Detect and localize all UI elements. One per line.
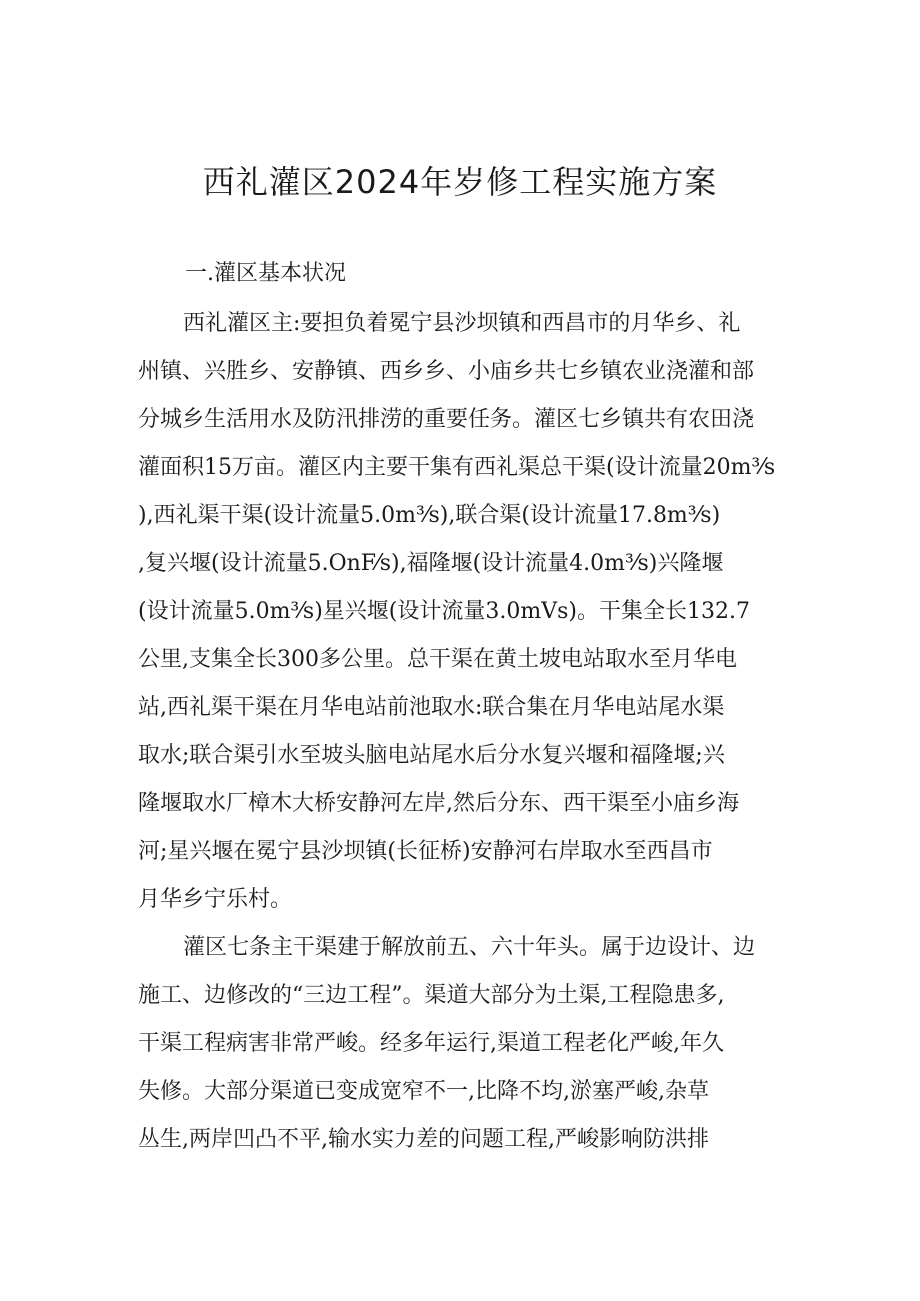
- paragraph-line: ),西礼渠干渠(设计流量5.0m³⁄s),联合渠(设计流量17.8m³⁄s): [138, 503, 721, 528]
- document-title: 西礼灌区2024年岁修工程实施方案: [202, 163, 718, 201]
- paragraph-line: 公里,支集全长300多公里。总干渠在黄土坡电站取水至月华电: [138, 647, 737, 672]
- paragraph-line: 西礼灌区主:要担负着冕宁县沙坝镇和西昌市的月华乡、礼: [183, 311, 741, 336]
- section-heading-basic-status: 一.灌区基本状况: [185, 261, 346, 286]
- paragraph-line: 隆堰取水厂樟木大桥安静河左岸,然后分东、西干渠至小庙乡海: [138, 791, 739, 816]
- paragraph-basic-status: [138, 300, 788, 924]
- paragraph-line: 取水;联合渠引水至坡头脑电站尾水后分水复兴堰和福隆堰;兴: [138, 743, 725, 768]
- paragraph-line: 州镇、兴胜乡、安静镇、西乡乡、小庙乡共七乡镇农业浇灌和部: [138, 359, 755, 384]
- paragraph-line: 河;星兴堰在冕宁县沙坝镇(长征桥)安静河右岸取水至西昌市: [138, 839, 713, 864]
- paragraph-line: 站,西礼渠干渠在月华电站前池取水:联合集在月华电站尾水渠: [138, 695, 725, 720]
- paragraph-line: 分城乡生活用水及防汛排涝的重要任务。灌区七乡镇共有农田浇: [138, 407, 755, 432]
- paragraph-line: 灌区七条主干渠建于解放前五、六十年头。属于边设计、边: [183, 935, 756, 960]
- paragraph-line: (设计流量5.0m³⁄s)星兴堰(设计流量3.0mVs)。干集全长132.7: [138, 599, 750, 624]
- paragraph-canal-history: [138, 924, 788, 1164]
- paragraph-line: 失修。大部分渠道已变成宽窄不一,比降不均,淤塞严峻,杂草: [138, 1079, 709, 1104]
- paragraph-line: 丛生,两岸凹凸不平,输水实力差的问题工程,严峻影响防洪排: [138, 1127, 709, 1152]
- paragraph-line: ,复兴堰(设计流量5.OnF⁄s),福隆堰(设计流量4.0m³⁄s)兴隆堰: [138, 551, 724, 576]
- paragraph-line: 灌面积15万亩。灌区内主要干集有西礼渠总干渠(设计流量20m³⁄s: [138, 455, 776, 480]
- paragraph-line: 月华乡宁乐村。: [138, 887, 293, 912]
- paragraph-line: 施工、边修改的“三边工程”。渠道大部分为土渠,工程隐患多,: [138, 983, 725, 1008]
- paragraph-line: 干渠工程病害非常严峻。经多年运行,渠道工程老化严峻,年久: [138, 1031, 724, 1056]
